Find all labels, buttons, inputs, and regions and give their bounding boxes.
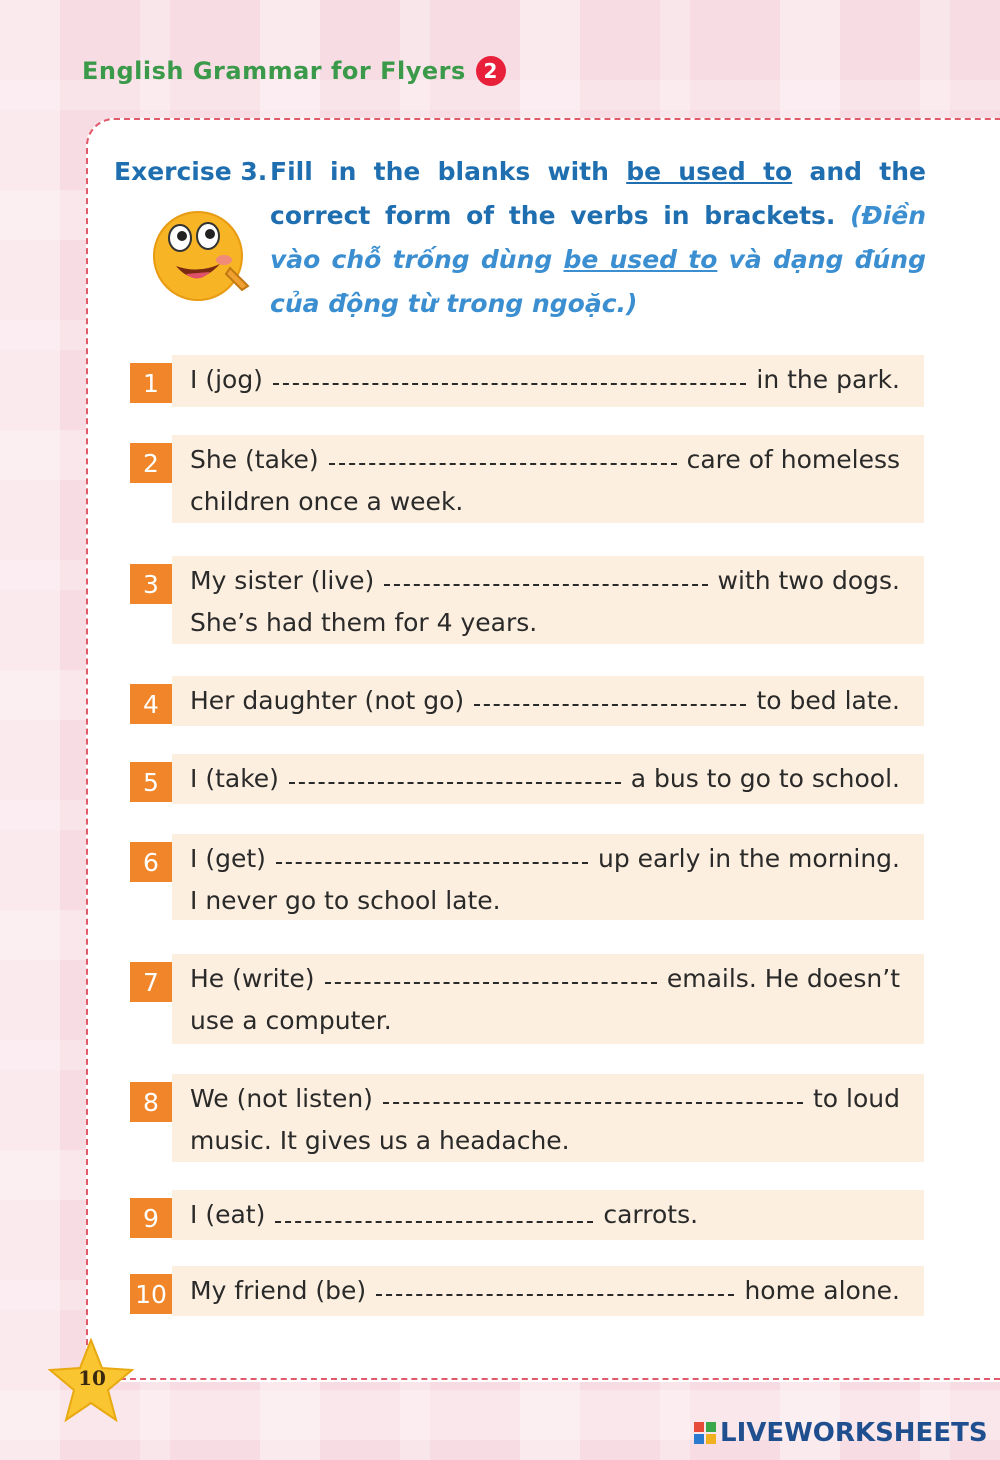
item-continuation-text: music. It gives us a headache. (190, 1126, 570, 1155)
answer-blank[interactable] (376, 1276, 734, 1296)
item-continuation-text: use a computer. (190, 1006, 392, 1035)
item-text-before: I (jog) (190, 365, 263, 394)
item-continuation-text: She’s had them for 4 years. (190, 608, 538, 637)
item-sentence-line (190, 844, 900, 873)
item-text-after: with two dogs. (717, 566, 900, 595)
item-text-before: My sister (live) (190, 566, 375, 595)
liveworksheets-watermark (694, 1418, 988, 1448)
instruction-before: Fill in the blanks with (270, 157, 609, 186)
item-text-after: care of homeless (686, 445, 900, 474)
item-continuation-text: children once a week. (190, 487, 464, 516)
answer-blank[interactable] (276, 844, 588, 864)
item-sentence-line (190, 1084, 900, 1113)
item-number-badge: 6 (130, 842, 172, 882)
vi-before: (Điền vào chỗ trống dùng (270, 201, 926, 274)
answer-blank[interactable] (273, 365, 746, 385)
item-number-badge: 10 (130, 1274, 172, 1314)
item-continuation-text: I never go to school late. (190, 886, 501, 915)
book-number-badge: 2 (476, 56, 506, 86)
item-text-before: Her daughter (not go) (190, 686, 465, 715)
item-text-after: in the park. (756, 365, 900, 394)
item-number-badge: 1 (130, 363, 172, 403)
item-text-before: My friend (be) (190, 1276, 367, 1305)
item-number-badge: 5 (130, 762, 172, 802)
answer-blank[interactable] (383, 1084, 803, 1104)
answer-blank[interactable] (474, 686, 746, 706)
item-sentence-line (190, 445, 900, 474)
liveworksheets-logo-icon (694, 1422, 716, 1444)
item-number-badge: 3 (130, 564, 172, 604)
answer-blank[interactable] (384, 566, 707, 586)
watermark-text: LIVEWORKSHEETS (720, 1418, 988, 1448)
item-number-badge: 7 (130, 962, 172, 1002)
item-number-badge: 2 (130, 443, 172, 483)
item-text-after: to loud (813, 1084, 900, 1113)
item-text-before: He (write) (190, 964, 315, 993)
item-sentence-line (190, 764, 900, 793)
page-number: 10 (78, 1366, 106, 1390)
exercise-instruction-text (270, 150, 926, 326)
item-sentence-line (190, 1200, 698, 1229)
answer-blank[interactable] (275, 1203, 593, 1223)
book-title (82, 56, 506, 86)
item-number-badge: 4 (130, 684, 172, 724)
item-text-after: a bus to go to school. (630, 764, 900, 793)
thinking-emoji-icon (150, 206, 260, 302)
item-text-before: We (not listen) (190, 1084, 373, 1113)
vi-after: và dạng đúng của động từ trong ngoặc.) (270, 245, 926, 318)
item-sentence-line (190, 686, 900, 715)
book-title-text: English Grammar for Flyers (82, 57, 466, 85)
item-number-badge: 9 (130, 1198, 172, 1238)
item-text-before: I (eat) (190, 1200, 266, 1229)
instruction-after: and the correct form of the verbs in brackets. (270, 157, 926, 230)
item-number-badge: 8 (130, 1082, 172, 1122)
item-sentence-line (190, 964, 900, 993)
answer-blank[interactable] (329, 445, 677, 465)
card-bottom-divider (120, 1378, 1000, 1380)
item-sentence-line (190, 365, 900, 394)
item-text-before: I (take) (190, 764, 279, 793)
answer-blank[interactable] (325, 964, 657, 984)
instruction-key-phrase: be used to (626, 157, 793, 186)
item-text-after: up early in the morning. (598, 844, 900, 873)
item-text-before: She (take) (190, 445, 319, 474)
item-sentence-line (190, 1276, 900, 1305)
vi-key-phrase: be used to (563, 245, 718, 274)
item-text-before: I (get) (190, 844, 266, 873)
exercise-label: Exercise 3. (114, 157, 268, 186)
item-text-after: carrots. (603, 1200, 699, 1229)
item-sentence-line (190, 566, 900, 595)
item-text-after: home alone. (744, 1276, 900, 1305)
answer-blank[interactable] (289, 764, 621, 784)
item-text-after: emails. He doesn’t (666, 964, 900, 993)
item-text-after: to bed late. (756, 686, 900, 715)
